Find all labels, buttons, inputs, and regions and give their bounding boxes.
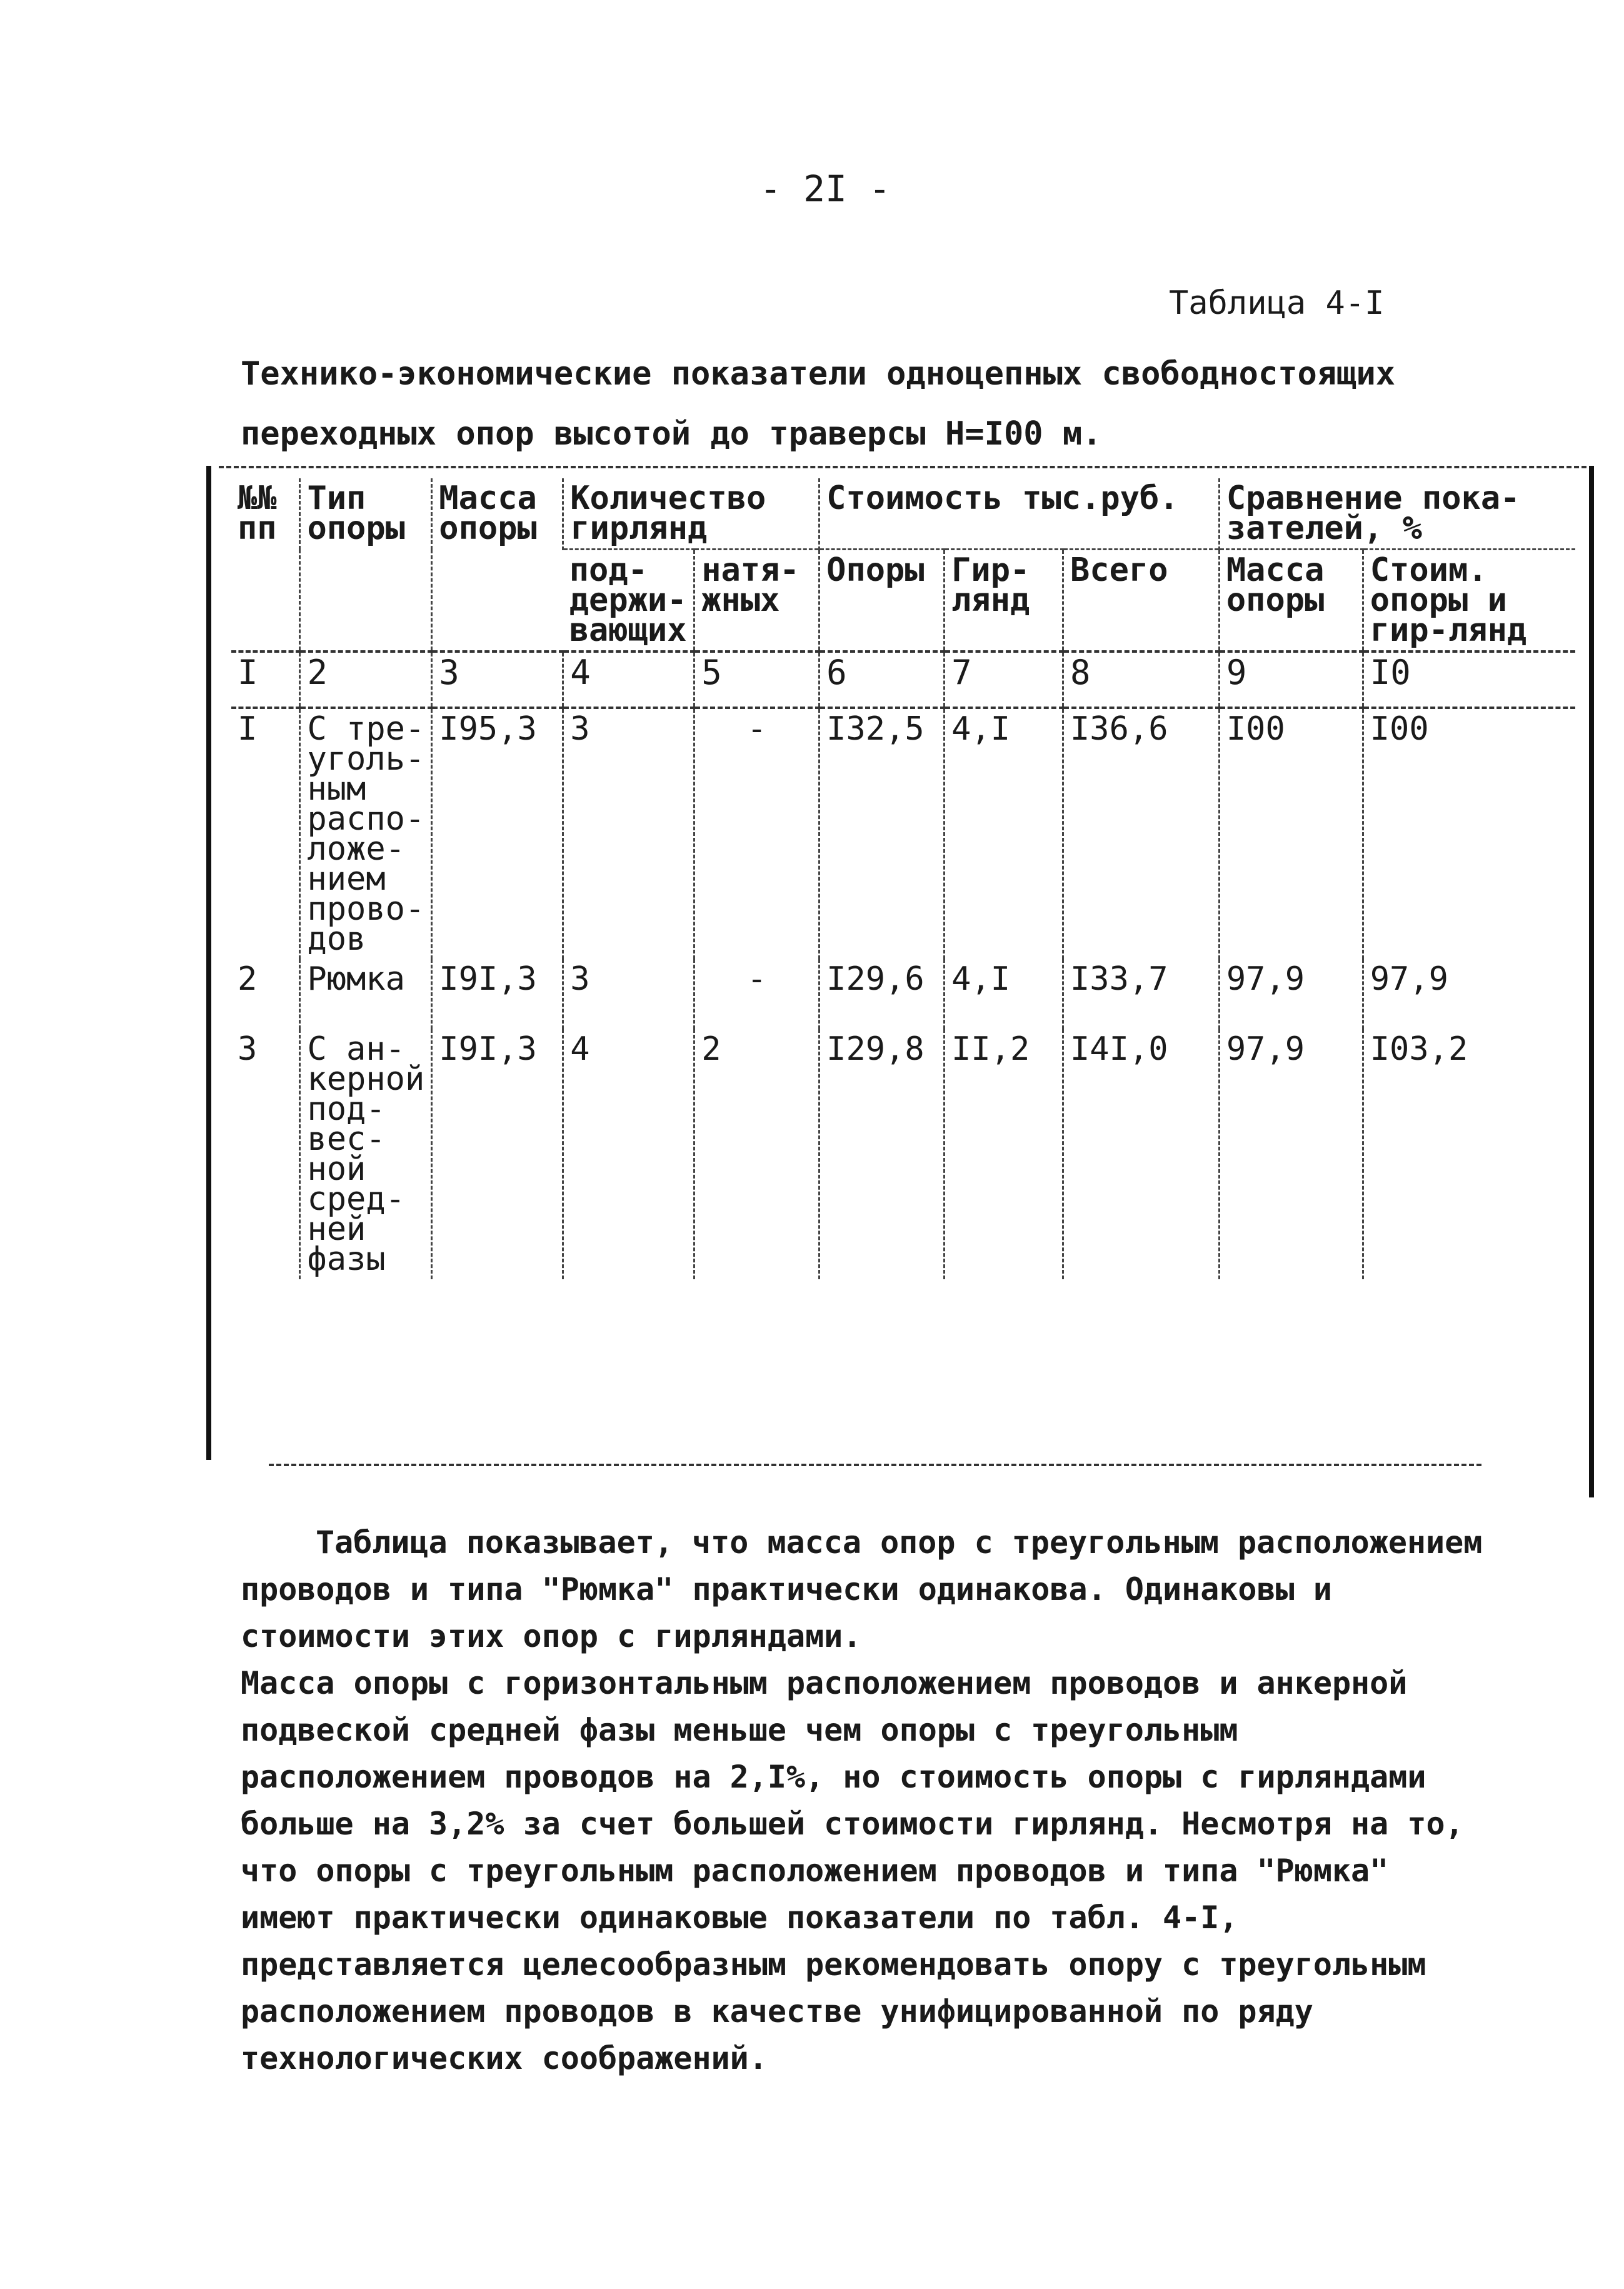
cell-tension: - xyxy=(694,708,820,959)
column-number: 5 xyxy=(694,651,820,708)
header-compare: Сравнение пока-зателей, % xyxy=(1219,478,1575,550)
header-compare-mass: Масса опоры xyxy=(1219,550,1363,652)
cell-cost-total: I4I,0 xyxy=(1063,1029,1220,1279)
table-caption: Таблица 4-I xyxy=(1169,284,1385,322)
table-bottom-border xyxy=(269,1464,1481,1466)
header-cost-support: Опоры xyxy=(820,550,945,652)
cell-cost-support: I32,5 xyxy=(820,708,945,959)
column-number: 2 xyxy=(300,651,432,708)
column-number: 8 xyxy=(1063,651,1220,708)
column-number: 7 xyxy=(945,651,1063,708)
data-table-frame xyxy=(206,466,1594,1497)
column-number: 4 xyxy=(563,651,694,708)
header-cost-total: Всего xyxy=(1063,550,1220,652)
cell-cost-garland: 4,I xyxy=(945,708,1063,959)
cell-cost-support: I29,8 xyxy=(820,1029,945,1279)
table-left-border xyxy=(206,466,211,1460)
cell-cost-support: I29,6 xyxy=(820,959,945,1029)
cell-mass: I95,3 xyxy=(432,708,563,959)
cell-support: 4 xyxy=(563,1029,694,1279)
header-compare-cost: Стоим. опоры и гир-лянд xyxy=(1363,550,1575,652)
cell-cost-total: I33,7 xyxy=(1063,959,1220,1029)
page-number: - 2I - xyxy=(759,168,891,210)
cell-cost-garland: 4,I xyxy=(945,959,1063,1029)
column-number: 9 xyxy=(1219,651,1363,708)
column-number-row xyxy=(231,651,1575,708)
cell-support: 3 xyxy=(563,708,694,959)
column-number: I0 xyxy=(1363,651,1575,708)
header-row-top xyxy=(231,478,1575,550)
header-mass: Масса опоры xyxy=(432,478,563,651)
cell-compare-mass: 97,9 xyxy=(1219,1029,1363,1279)
column-number: 6 xyxy=(820,651,945,708)
cell-compare-cost: I00 xyxy=(1363,708,1575,959)
cell-mass: I9I,3 xyxy=(432,959,563,1029)
table-title: Технико-экономические показатели одноцепных свободностоящих переходных опор высотой до траверсы Н=I00 м. xyxy=(241,355,1396,453)
cell-compare-cost: I03,2 xyxy=(1363,1029,1575,1279)
table-top-border xyxy=(219,466,1594,468)
cell-compare-cost: 97,9 xyxy=(1363,959,1575,1029)
cell-type: С ан-керной под-вес-ной сред-ней фазы xyxy=(300,1029,432,1279)
cell-cost-garland: II,2 xyxy=(945,1029,1063,1279)
body-paragraph-1: Таблица показывает, что масса опор с треугольным расположением проводов и типа "Рюмка" практически одинакова. Одинаковы и стоимости этих опор с гирляндами. xyxy=(241,1524,1483,1654)
table-row xyxy=(231,959,1575,1029)
header-garlands: Количество гирлянд xyxy=(563,478,820,550)
cell-num: 2 xyxy=(238,960,258,998)
header-garlands-tension: натя-жных xyxy=(694,550,820,652)
cell-type: С тре-уголь-ным распо-ложе-нием прово-дов xyxy=(300,708,432,959)
cell-compare-mass: I00 xyxy=(1219,708,1363,959)
data-table xyxy=(231,478,1575,1279)
cell-tension: - xyxy=(694,959,820,1029)
cell-support: 3 xyxy=(563,959,694,1029)
header-garlands-support: под-держи-вающих xyxy=(563,550,694,652)
body-paragraph-2: Масса опоры с горизонтальным расположением проводов и анкерной подвеской средней фазы меньше чем опоры с треугольным расположением проводов на 2,I%, но стоимость опоры с гирляндами больше на 3,2% за счет большей стоимости гирлянд. Несмотря на то, что опоры с треугольным расположением проводов и типа "Рюмка" имеют практически одинаковые показатели по табл. 4-I, представляется целесообразным рекомендовать опору с треугольным расположением проводов в качестве унифицированной по ряду технологических соображений. xyxy=(241,1665,1464,2076)
header-cost-garland: Гир-лянд xyxy=(945,550,1063,652)
cell-type: Рюмка xyxy=(300,959,432,1029)
header-num: №№ пп xyxy=(238,480,277,547)
body-text xyxy=(241,1519,1491,2082)
header-type: Тип опоры xyxy=(300,478,432,651)
cell-num: I xyxy=(238,710,258,748)
cell-cost-total: I36,6 xyxy=(1063,708,1220,959)
cell-tension: 2 xyxy=(694,1029,820,1279)
table-right-border xyxy=(1589,466,1594,1497)
table-row xyxy=(231,708,1575,959)
cell-mass: I9I,3 xyxy=(432,1029,563,1279)
cell-compare-mass: 97,9 xyxy=(1219,959,1363,1029)
column-number: 3 xyxy=(432,651,563,708)
cell-num: 3 xyxy=(238,1030,258,1068)
column-number: I xyxy=(231,651,300,708)
header-cost: Стоимость тыс.руб. xyxy=(820,478,1220,550)
table-row xyxy=(231,1029,1575,1279)
